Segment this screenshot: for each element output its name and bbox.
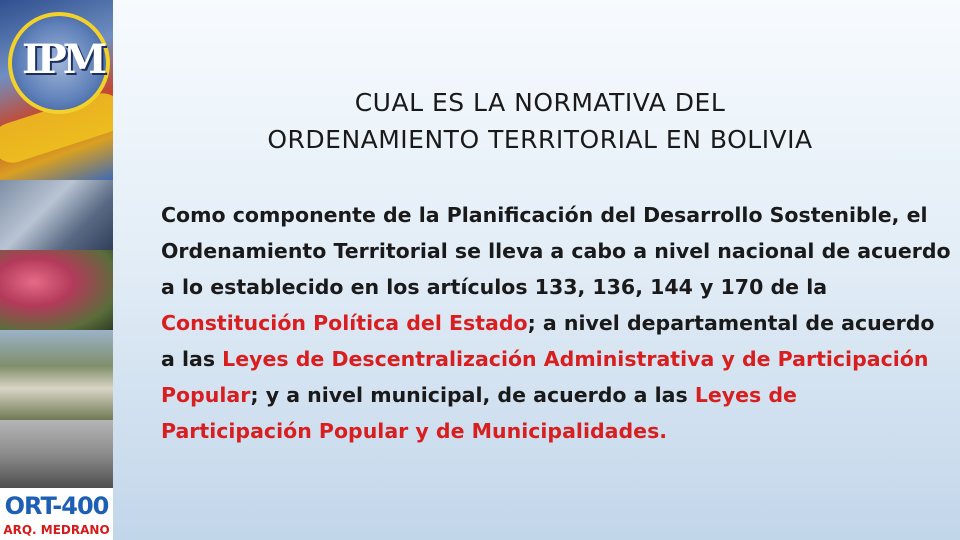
photo-street — [0, 420, 113, 488]
photo-garden — [0, 330, 113, 420]
slide-title — [140, 84, 940, 164]
badge-author: ARQ. MEDRANO — [3, 523, 110, 537]
badge-course-code: ORT-400 — [4, 492, 109, 520]
side-image-strip — [0, 0, 113, 540]
body-text-part-3: ; y a nivel municipal, de acuerdo a las — [250, 383, 695, 407]
course-badge — [0, 488, 113, 540]
highlight-constitucion: Constitución Política del Estado — [161, 311, 528, 335]
highlight-leyes-participacion: Leyes de Participación Popular y de Municipalidades. — [161, 383, 797, 443]
slide-title-line-1: CUAL ES LA NORMATIVA DEL — [354, 88, 726, 117]
slide-title-line-2: ORDENAMIENTO TERRITORIAL EN BOLIVIA — [267, 125, 813, 154]
topografia-logo — [0, 0, 113, 180]
photo-flowers — [0, 250, 113, 330]
highlight-leyes-descentralizacion: Leyes de Descentralización Administrativa y de Participación Popular — [161, 347, 929, 407]
body-text-part-1: Como componente de la Planificación del Desarrollo Sostenible, el Ordenamiento Territorial se lleva a cabo a nivel nacional de acuerdo a lo establecido en los artículos 133, 136, 144 y 170 de la — [161, 203, 951, 299]
body-text-part-2: ; a nivel departamental de acuerdo a las — [161, 311, 935, 371]
photo-highway — [0, 180, 113, 250]
slide-body-paragraph — [161, 197, 951, 487]
logo-mark: IPM — [22, 36, 104, 83]
